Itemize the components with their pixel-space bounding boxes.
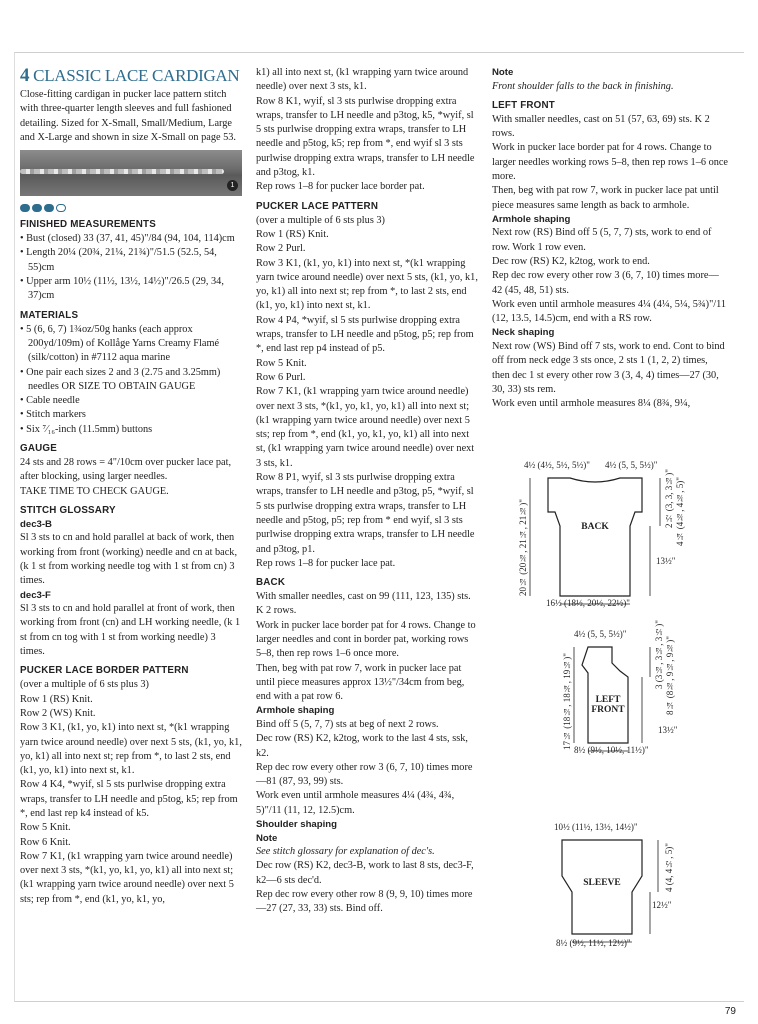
measurement-item: • Length 20¼ (20¾, 21¼, 21¾)"/51.5 (52.5, 54, 55)cm [20, 247, 217, 273]
instruction-text: Work in pucker lace border pat for 4 rows. Change to larger needles and cont in border pat, working rows 5–8, then rep rows 1–6 once more. [256, 619, 476, 660]
measurement-item: • Upper arm 10½ (11½, 13½, 14½)"/26.5 (29, 34, 37)cm [20, 276, 224, 302]
pattern-row: Row 3 K1, (k1, yo, k1) into next st, *(k1 wrapping yarn twice around needle) over next 5 sts, (k1, yo, k1, yo, k1) all into next st; rep from *, to last 2 sts, end (k1, yo, k1) into next st, k1. [20, 722, 242, 777]
instruction-text: Rep dec row every other row 3 (6, 7, 10) times more—42 (45, 48, 51) sts. [492, 270, 719, 296]
dim-side: 12½" [652, 900, 672, 910]
dim-armhole: 8¼ (8¾, 9¼, 9¾)" [665, 636, 675, 715]
pattern-row: Row 4 P4, *wyif, sl 5 sts purlwise dropping extra wraps, transfer to LH needle and p5tog, p5; rep from *, end last rep p4 instead of p5. [256, 314, 474, 355]
material-item: • 5 (6, 6, 7) 1¾oz/50g hanks (each approx 200yd/109m) of Kollåge Yarns Creamy Flamé (silk/cotton) in #7112 aqua marine [20, 323, 220, 364]
column-2 [256, 66, 478, 917]
page-number: 79 [724, 1006, 736, 1017]
instruction-text: With smaller needles, cast on 99 (111, 123, 135) sts. K 2 rows. [256, 591, 471, 617]
material-item: • Six ⁷⁄₁₆-inch (11.5mm) buttons [20, 423, 153, 435]
dim-top: 4½ (5, 5, 5½)" [574, 629, 627, 639]
continued-row: k1) all into next st, (k1 wrapping yarn twice around needle) over next 3 sts, k1. [256, 67, 469, 93]
pattern-title [20, 66, 242, 86]
column-1 [20, 66, 242, 907]
schematic-back [500, 456, 700, 616]
heading-pucker-lace-border: PUCKER LACE BORDER PATTERN [20, 665, 189, 677]
note-text: See stitch glossary for explanation of dec's. [256, 846, 435, 858]
instruction-text: Then, beg with pat row 7, work in pucker lace pat until piece measures same length as back to armhole. [492, 185, 719, 211]
subheading-armhole-shaping: Armhole shaping [256, 705, 335, 717]
photo-tag: 1 [227, 180, 238, 191]
pattern-row: Row 5 Knit. [256, 357, 307, 369]
piece-label-left-front [588, 695, 628, 715]
piece-label-back: BACK [581, 522, 609, 532]
instruction-text: Next row (WS) Bind off 7 sts, work to end. Cont to bind off from neck edge 3 sts once, 2 sts 1 (1, 2, 2) times, then dec 1 st every other row 3 (3, 4, 4) times—27 (30, 30, 33) sts rem. [492, 340, 725, 395]
measurement-item: • Bust (closed) 33 (37, 41, 45)"/84 (94, 104, 114)cm [20, 233, 235, 245]
pattern-row: Row 2 (WS) Knit. [20, 707, 96, 719]
pattern-row: Row 6 Knit. [20, 836, 71, 848]
note-text: Front shoulder falls to the back in finishing. [492, 80, 674, 92]
dim-top-left: 4½ (4½, 5½, 5½)" [524, 460, 590, 470]
dim-bottom: 8½ (9½, 11½, 12½)" [556, 938, 631, 948]
piece-label-sleeve: SLEEVE [583, 878, 621, 888]
pattern-row: Row 5 Knit. [20, 822, 71, 834]
pattern-number: 4 [20, 65, 30, 86]
dec3-f-text: Sl 3 sts to cn and hold parallel at front of work, then working from front (cn) and LH working needle, (k 1 st from cn tog with 1 st from working needle) 3 times. [20, 603, 241, 658]
instruction-text: Dec row (RS) K2, dec3-B, work to last 8 sts, dec3-F, k2—6 sts dec'd. [256, 860, 474, 886]
instruction-text: Bind off 5 (5, 7, 7) sts at beg of next 2 rows. [256, 718, 439, 730]
heading-stitch-glossary: STITCH GLOSSARY [20, 504, 116, 516]
subheading-shoulder-shaping: Shoulder shaping [256, 819, 338, 831]
pattern-row: Row 4 K4, *wyif, sl 5 sts purlwise dropping extra wraps, transfer to LH needle and p5tog, k5; rep from *, end last rep k4 instead of k5. [20, 779, 238, 819]
instruction-text: Dec row (RS) K2, k2tog, work to the last 4 sts, ssk, k2. [256, 733, 468, 759]
pattern-row: Row 1 (RS) Knit. [20, 693, 93, 705]
instruction-text: Next row (RS) Bind off 5 (5, 7, 7) sts, work to end of row. Work 1 row even. [492, 227, 712, 253]
instruction-text: Work in pucker lace border pat for 4 rows. Change to larger needles working rows 5–8, then rep rows 1–6 once more. [492, 142, 729, 182]
heading-pucker-lace-pattern: PUCKER LACE PATTERN [256, 200, 379, 212]
intro-text: Close-fitting cardigan in pucker lace pattern stitch with three-quarter length sleeves and full fashioned detailing. Sized for X-Small, Small/Medium, Large and X-Large and shown in size X-Small on page 53. [20, 89, 236, 143]
instruction-text: Work even until armhole measures 4¼ (4¼, 5¼, 5¾)"/11 (12, 13.5, 14.5)cm, end with a RS row. [492, 298, 727, 325]
piece-label-line: FRONT [591, 705, 625, 715]
gauge-check-text: TAKE TIME TO CHECK GAUGE. [20, 485, 169, 497]
heading-materials: MATERIALS [20, 309, 79, 321]
column-3 [492, 66, 728, 411]
pattern-row: (over a multiple of 6 sts plus 3) [20, 679, 149, 691]
pattern-row: Row 7 K1, (k1 wrapping yarn twice around needle) over next 3 sts, *(k1, yo, k1, yo, k1) all into next st; (k1 wrapping yarn twice around needle) over next 5 sts; rep from *, end (k1, yo, k1, yo, [20, 850, 234, 905]
instruction-text: Rep dec row every other row 8 (9, 9, 10) times more—27 (27, 33, 33) sts. Bind off. [256, 888, 473, 915]
pattern-row: Row 8 K1, wyif, sl 3 sts purlwise dropping extra wraps, transfer to LH needle and p3tog, k5, *wyif, sl 5 sts purlwise dropping extra wraps, transfer to LH needle and p5tog, k5; rep from *, end wyif sl 3 sts purlwise dropping extra wraps, transfer to LH needle and p3tog, k1. [256, 95, 475, 179]
heading-finished-measurements: FINISHED MEASUREMENTS [20, 219, 156, 231]
material-item: • One pair each sizes 2 and 3 (2.75 and 3.25mm) needles OR SIZE TO OBTAIN GAUGE [20, 366, 221, 392]
subheading-note: Note [492, 67, 514, 78]
yarn-photo [20, 150, 242, 196]
pattern-row: Row 6 Purl. [256, 371, 306, 383]
pattern-repeat: Rep rows 1–8 for pucker lace border pat. [256, 181, 425, 193]
subheading-dec3-f: dec3-F [20, 589, 51, 601]
instruction-text: Work even until armhole measures 8¼ (8¾, 9¼, [492, 398, 691, 410]
skill-level-icon [20, 204, 242, 213]
pattern-repeat: Rep rows 1–8 for pucker lace pat. [256, 557, 396, 569]
subheading-neck-shaping: Neck shaping [492, 327, 555, 339]
instruction-text: Work even until armhole measures 4¼ (4¾, 4¾, 5)"/11 (11, 12, 12.5)cm. [256, 790, 455, 816]
instruction-text: Rep dec row every other row 3 (6, 7, 10) times more—81 (87, 93, 99) sts. [256, 761, 473, 788]
schematic-left-front [560, 620, 700, 760]
heading-back: BACK [256, 577, 286, 589]
pattern-row: Row 1 (RS) Knit. [256, 228, 329, 240]
pattern-row: Row 7 K1, (k1 wrapping yarn twice around needle) over next 3 sts, *(k1, yo, k1, yo, k1) all into next st; (k1 wrapping yarn twice around needle) over next 5 sts; rep from *, end (k1, yo, k1, yo, k1) all into next st, (k1 wrapping yarn twice around needle) over next 3 sts, k1. [256, 386, 475, 469]
pattern-row: Row 2 Purl. [256, 243, 306, 255]
gauge-text: 24 sts and 28 rows = 4"/10cm over pucker lace pat, after blocking, using larger needles. [20, 457, 232, 483]
dec3-b-text: Sl 3 sts to cn and hold parallel at back of work, then working from front (working) needle and cn at back, (k 1 st from working needle tog with 1 st from cn) 3 times. [20, 532, 238, 587]
instruction-text: With smaller needles, cast on 51 (57, 63, 69) sts. K 2 rows. [492, 113, 710, 140]
piece-label-line: LEFT [595, 695, 621, 705]
schematic-sleeve [548, 820, 708, 955]
material-item: • Cable needle [20, 395, 80, 407]
yarn-strand [20, 169, 224, 174]
pattern-row: (over a multiple of 6 sts plus 3) [256, 214, 385, 226]
pattern-row: Row 8 P1, wyif, sl 3 sts purlwise dropping extra wraps, transfer to LH needle and p3tog, p5, *wyif, sl 5 sts purlwise dropping extra wraps, transfer to LH needle and p5tog, p5; rep from * end wyif, sl 3 sts purlwise dropping extra wraps, transfer to LH needle and p3tog, p1. [256, 472, 475, 555]
pattern-name: CLASSIC LACE CARDIGAN [33, 66, 240, 85]
heading-gauge: GAUGE [20, 443, 57, 455]
dim-armhole: 4¼ (4¾, 4¾, 5)" [675, 477, 685, 546]
dim-side: 13½" [658, 725, 678, 735]
instruction-text: Dec row (RS) K2, k2tog, work to end. [492, 255, 650, 267]
dim-top-right: 4½ (5, 5, 5½)" [605, 460, 658, 470]
instruction-text: Then, beg with pat row 7, work in pucker lace pat until piece measures approx 13½"/34cm from beg, end with a pat row 6. [256, 662, 465, 703]
dim-cap: 4 (4, 4½, 5)" [664, 843, 674, 892]
dim-bottom: 16½ (18½, 20½, 22½)" [546, 598, 630, 608]
subheading-dec3-b: dec3-B [20, 518, 52, 530]
pattern-row: Row 3 K1, (k1, yo, k1) into next st, *(k1 wrapping yarn twice around needle) over next 5 sts, (k1, yo, k1, yo, k1) all into next st; rep from *, to last 2 sts, end (k1, yo, k1) into next st, k1. [256, 257, 478, 312]
left-front-outline [560, 620, 700, 760]
dim-length: 17¼ (18¼, 18¾, 19¼)" [562, 653, 572, 750]
dim-shoulder: 2½ (3, 3, 3¼)" [664, 469, 674, 528]
dim-length: 20¼ (20¾, 21¼, 21¾)" [518, 499, 528, 596]
dim-side: 13½" [656, 556, 676, 566]
heading-left-front: LEFT FRONT [492, 99, 555, 111]
dim-bottom: 8½ (9½, 10½, 11½)" [574, 745, 649, 755]
dim-top: 10½ (11½, 13½, 14½)" [554, 822, 638, 832]
dim-neck: 3 (3¼, 3¼, 3½)" [654, 620, 664, 689]
subheading-armhole-shaping: Armhole shaping [492, 213, 571, 225]
material-item: • Stitch markers [20, 409, 86, 421]
subheading-note: Note [256, 832, 278, 844]
